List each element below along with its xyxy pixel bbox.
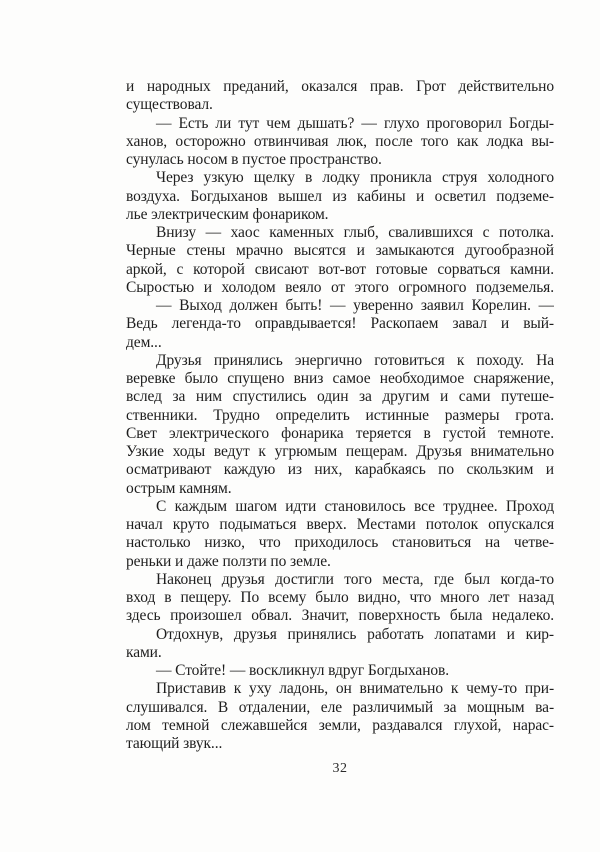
text-line: — Есть ли тут чем дышать? — глухо проговорил Богды-: [156, 114, 554, 132]
page-text-block: [126, 78, 554, 753]
text-line: — Выход должен быть! — уверенно заявил Корелин. —: [156, 297, 554, 314]
text-line: Черные стены мрачно высятся и замыкаются дугообразной: [126, 242, 554, 260]
text-line: ханов, осторожно отвинчивая люк, после того как лодка вы-: [126, 132, 554, 150]
text-line: реньки и даже ползти по земле.: [126, 552, 331, 570]
text-line: Внизу — хаос каменных глыб, свалившихся с потолка.: [156, 224, 554, 241]
text-line: Через узкую щелку в лодку проникла струя холодного: [156, 169, 554, 187]
page-number: 32: [332, 761, 348, 776]
text-line: ками.: [126, 643, 162, 661]
text-line: существовал.: [126, 96, 213, 114]
text-line: Отдохнув, друзья принялись работать лопатами и кир-: [156, 625, 554, 643]
text-line: настолько низко, что приходилось становиться на четве-: [126, 534, 554, 552]
text-line: лье электрическим фонариком.: [126, 205, 329, 223]
text-line: Друзья принялись энергично готовиться к походу. На: [156, 351, 554, 369]
text-line: тающий звук...: [126, 735, 223, 752]
text-line: Сыростью и холодом веяло от этого огромного подземелья.: [126, 278, 554, 296]
text-line: дем...: [126, 333, 162, 351]
text-line: начал круто подыматься вверх. Местами потолок опускался: [126, 516, 554, 533]
text-line: Узкие ходы ведут к угрюмым пещерам. Друзья внимательно: [126, 443, 554, 460]
text-line: воздуха. Богдыханов вышел из кабины и осветил подземе-: [126, 187, 554, 205]
text-line: С каждым шагом идти становилось все труднее. Проход: [156, 497, 554, 515]
text-line: и народных преданий, оказался прав. Грот действительно: [126, 78, 554, 95]
text-line: Свет электрического фонарика теряется в густой темноте.: [126, 424, 554, 442]
text-line: ственники. Трудно определить истинные размеры грота.: [126, 406, 554, 424]
text-line: слушивался. В отдалении, еле различимый за мощным ва-: [126, 698, 554, 716]
text-line: — Стойте! — воскликнул вдруг Богдыханов.: [156, 662, 450, 679]
text-line: вслед за ним спустились один за другим и сами путеше-: [126, 388, 554, 406]
text-line: здесь произошел обвал. Значит, поверхность была недалеко.: [126, 607, 554, 625]
text-line: Наконец друзья достигли того места, где был когда-то: [156, 570, 554, 588]
text-line: острым камням.: [126, 479, 232, 497]
text-line: сунулась носом в пустое пространство.: [126, 151, 382, 168]
text-line: осматривают каждую из них, карабкаясь по скользким и: [126, 461, 554, 479]
text-line: веревке было спущено вниз самое необходимое снаряжение,: [126, 370, 554, 387]
text-line: Приставив к уху ладонь, он внимательно к чему-то при-: [156, 680, 554, 698]
text-line: вход в пещеру. По всему было видно, что много лет назад: [126, 589, 554, 606]
text-line: аркой, с которой свисают вот-вот готовые сорваться камни.: [126, 260, 554, 278]
text-line: лом темной слежавшейся земли, раздавался глухой, нарас-: [126, 716, 554, 734]
text-line: Ведь легенда-то оправдывается! Раскопаем завал и вый-: [126, 315, 554, 333]
